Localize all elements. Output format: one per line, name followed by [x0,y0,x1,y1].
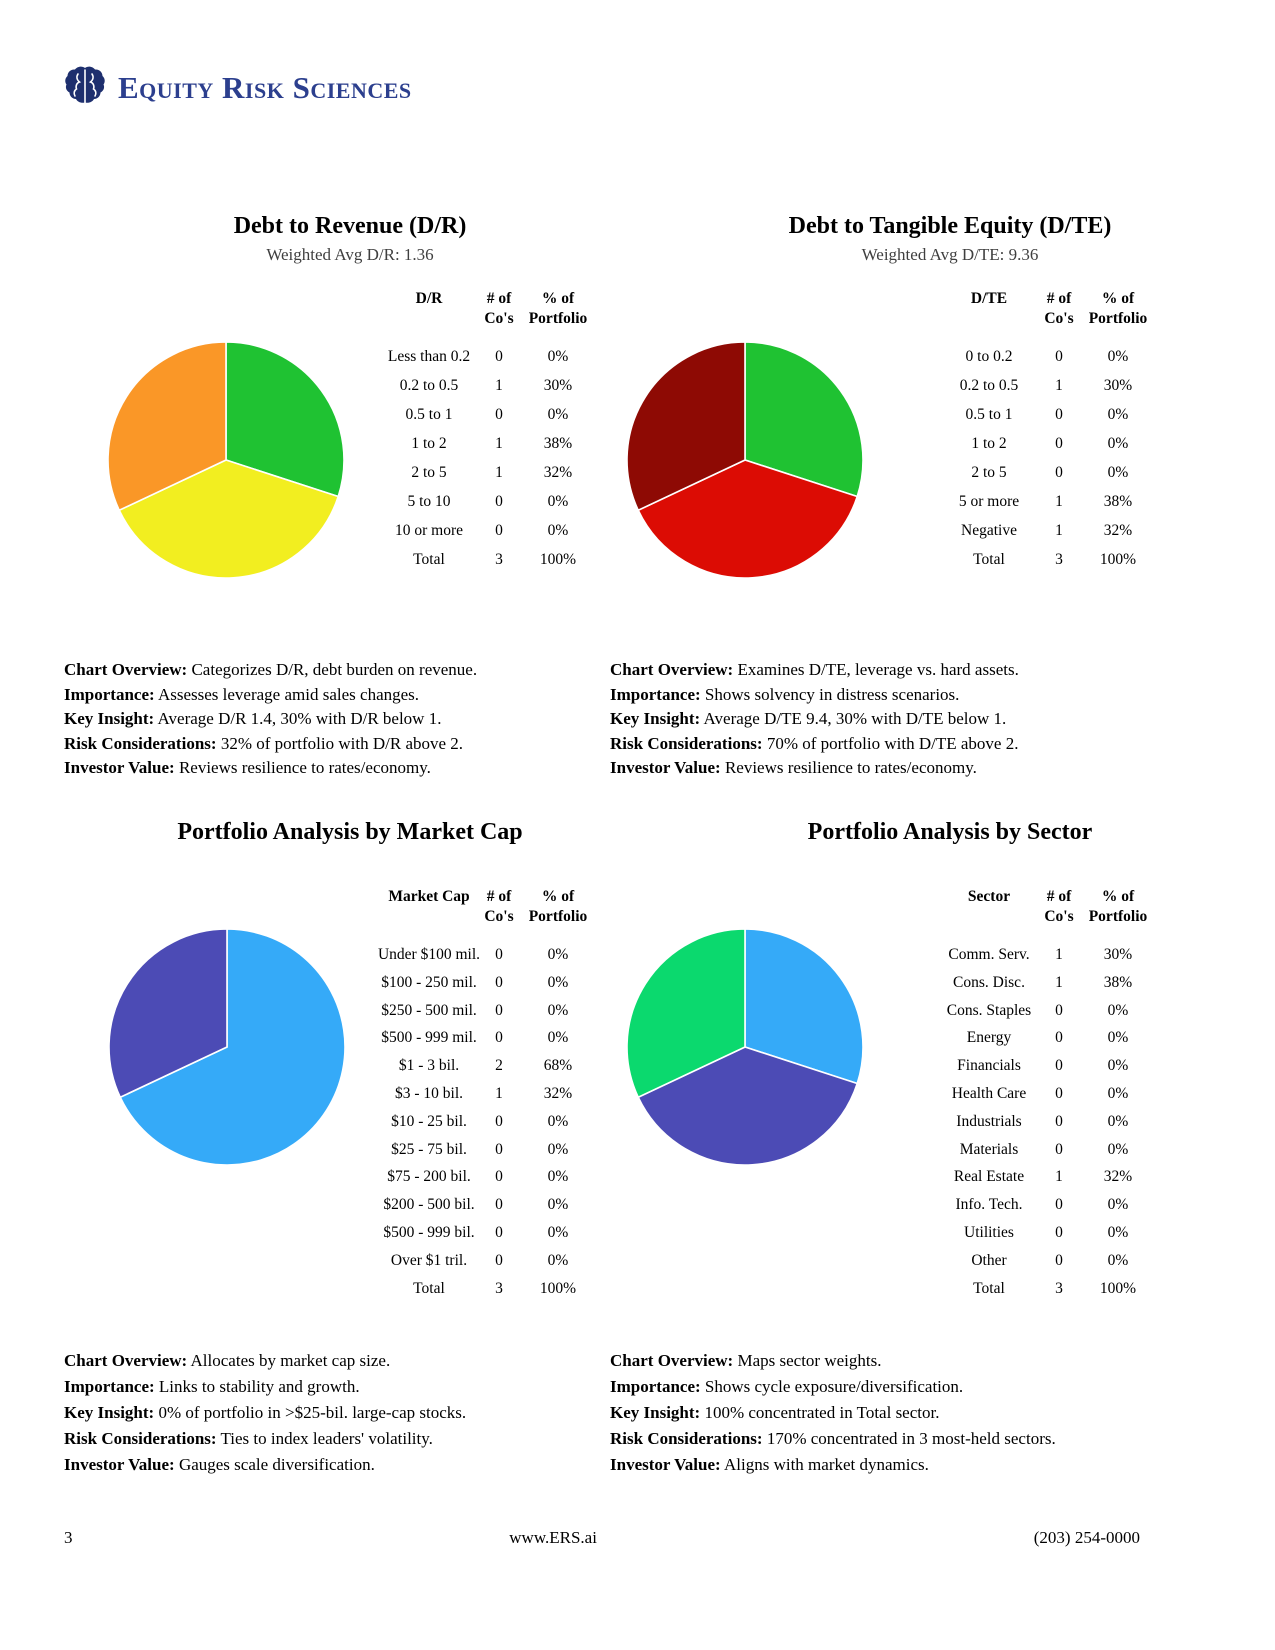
market-cap-description [64,1348,609,1478]
description-line: Chart Overview: Categorizes D/R, debt burden on revenue. [64,660,478,679]
table-row: Negative 1 32% [961,522,1133,539]
description-line: Key Insight: 0% of portfolio in >$25-bil. large-cap stocks. [64,1403,467,1422]
column-header: % of [1101,888,1135,905]
column-header: Portfolio [1088,310,1148,327]
company-logo [62,64,412,110]
column-header: Portfolio [528,310,588,327]
sector-pie-chart [625,927,865,1167]
sector-description [610,1348,1170,1478]
table-row: $1 - 3 bil. 2 68% [398,1057,573,1075]
table-body [344,946,614,1307]
table-row: $10 - 25 bil. 0 0% [391,1112,569,1130]
brain-logo-icon [62,64,108,110]
table-row: $200 - 500 bil. 0 0% [383,1196,569,1214]
table-row: Materials 0 0% [959,1140,1129,1158]
page-footer [64,1528,1140,1548]
page-number: 3 [64,1528,73,1547]
description-line: Investor Value: Reviews resilience to rates/economy. [64,758,431,777]
table-row: 1 to 2 1 38% [411,435,573,452]
market-cap-pie-chart [107,927,347,1167]
table-row: Health Care 0 0% [951,1084,1129,1102]
description-line: Risk Considerations: Ties to index leaders' volatility. [64,1429,433,1448]
table-row: Total 3 100% [973,1279,1137,1297]
table-row: $500 - 999 bil. 0 0% [383,1223,569,1241]
column-header: # of [486,290,512,307]
table-row: Financials 0 0% [957,1057,1129,1075]
table-row: Cons. Staples 0 0% [946,1001,1129,1019]
table-row: Energy 0 0% [966,1029,1129,1047]
table-row: $100 - 250 mil. 0 0% [381,973,569,991]
dr-chart-subtitle: Weighted Avg D/R: 1.36 [266,245,434,264]
dr-description [64,658,609,781]
table-row: Cons. Disc. 1 38% [953,973,1133,991]
dte-pie-chart [625,340,865,580]
column-header: Sector [967,888,1011,905]
table-row: $25 - 75 bil. 0 0% [391,1140,569,1158]
description-line: Key Insight: Average D/R 1.4, 30% with D/R below 1. [64,709,442,728]
phone-number: (203) 254-0000 [1033,1528,1140,1547]
table-row: 5 or more 1 38% [958,493,1133,510]
description-line: Risk Considerations: 32% of portfolio with D/R above 2. [64,733,464,753]
column-header: # of [1046,888,1072,905]
table-row: Utilities 0 0% [964,1223,1129,1241]
dte-chart-subtitle: Weighted Avg D/TE: 9.36 [861,245,1039,264]
description-line: Importance: Shows solvency in distress scenarios. [610,684,960,704]
table-row: 0.2 to 0.5 1 30% [399,377,573,394]
table-row: Comm. Serv. 1 30% [948,946,1133,963]
market-cap-chart-title: Portfolio Analysis by Market Cap [177,819,523,845]
description-line: Risk Considerations: 170% concentrated in 3 most-held sectors. [610,1429,1056,1448]
description-line: Key Insight: 100% concentrated in Total sector. [610,1403,940,1422]
column-header: % of [541,290,575,307]
description-line: Importance: Shows cycle exposure/diversification. [610,1377,964,1396]
table-row: Over $1 tril. 0 0% [390,1251,569,1269]
column-header: # of [486,888,512,905]
description-line: Chart Overview: Maps sector weights. [610,1351,882,1370]
table-row: Under $100 mil. 0 0% [377,946,569,963]
column-header: Co's [484,908,514,925]
description-line: Investor Value: Reviews resilience to rates/economy. [610,758,977,777]
table-row: $3 - 10 bil. 1 32% [394,1084,573,1102]
table-row: 1 to 2 0 0% [971,435,1129,452]
market-cap-table [344,888,614,1307]
description-line: Chart Overview: Allocates by market cap size. [64,1351,391,1370]
company-logo-text: Equity Risk Sciences [118,69,412,105]
table-row: 5 to 10 0 0% [407,493,569,510]
column-header: Co's [1044,310,1074,327]
description-line: Risk Considerations: 70% of portfolio with D/TE above 2. [610,733,1019,753]
table-row: Total 3 100% [973,551,1137,568]
description-line: Chart Overview: Examines D/TE, leverage vs. hard assets. [610,660,1019,679]
dte-table [904,290,1174,580]
table-header [904,888,1174,928]
table-row: $500 - 999 mil. 0 0% [381,1029,569,1047]
website-link: www.ERS.ai [509,1528,597,1547]
table-row: Less than 0.2 0 0% [387,348,569,365]
table-row: Industrials 0 0% [956,1112,1129,1130]
table-header [344,290,614,330]
column-header: % of [541,888,575,905]
column-header: D/TE [970,290,1008,307]
dr-pie-chart [106,340,346,580]
table-row: 10 or more 0 0% [394,522,569,539]
table-row: Total 3 100% [413,1279,577,1297]
description-line: Investor Value: Aligns with market dynamics. [610,1455,929,1474]
table-row: 0.5 to 1 0 0% [965,406,1129,423]
dr-chart-title: Debt to Revenue (D/R) [233,213,467,239]
column-header: Co's [484,310,514,327]
table-body [344,348,614,580]
dr-table [344,290,614,580]
table-row: Total 3 100% [413,551,577,568]
table-body [904,946,1174,1307]
table-row: Other 0 0% [971,1251,1129,1269]
table-header [904,290,1174,330]
column-header: Co's [1044,908,1074,925]
table-row: Info. Tech. 0 0% [955,1196,1129,1214]
description-line: Importance: Assesses leverage amid sales changes. [64,684,420,704]
description-line: Importance: Links to stability and growth. [64,1377,360,1396]
table-row: 0 to 0.2 0 0% [965,348,1129,365]
dte-description [610,658,1170,781]
dte-chart-title: Debt to Tangible Equity (D/TE) [788,213,1112,239]
description-line: Key Insight: Average D/TE 9.4, 30% with D/TE below 1. [610,709,1007,728]
table-row: Real Estate 1 32% [953,1168,1133,1186]
description-line: Investor Value: Gauges scale diversification. [64,1455,375,1474]
column-header: Market Cap [388,888,470,905]
table-body [904,348,1174,580]
sector-table [904,888,1174,1307]
column-header: # of [1046,290,1072,307]
column-header: Portfolio [1088,908,1148,925]
table-row: 0.5 to 1 0 0% [405,406,569,423]
sector-chart-title: Portfolio Analysis by Sector [807,819,1093,845]
table-row: 2 to 5 1 32% [411,464,573,481]
table-row: 0.2 to 0.5 1 30% [959,377,1133,394]
table-row: $250 - 500 mil. 0 0% [381,1001,569,1019]
column-header: % of [1101,290,1135,307]
table-row: 2 to 5 0 0% [971,464,1129,481]
table-header [344,888,614,928]
table-row: $75 - 200 bil. 0 0% [387,1168,569,1186]
column-header: Portfolio [528,908,588,925]
column-header: D/R [415,290,443,307]
